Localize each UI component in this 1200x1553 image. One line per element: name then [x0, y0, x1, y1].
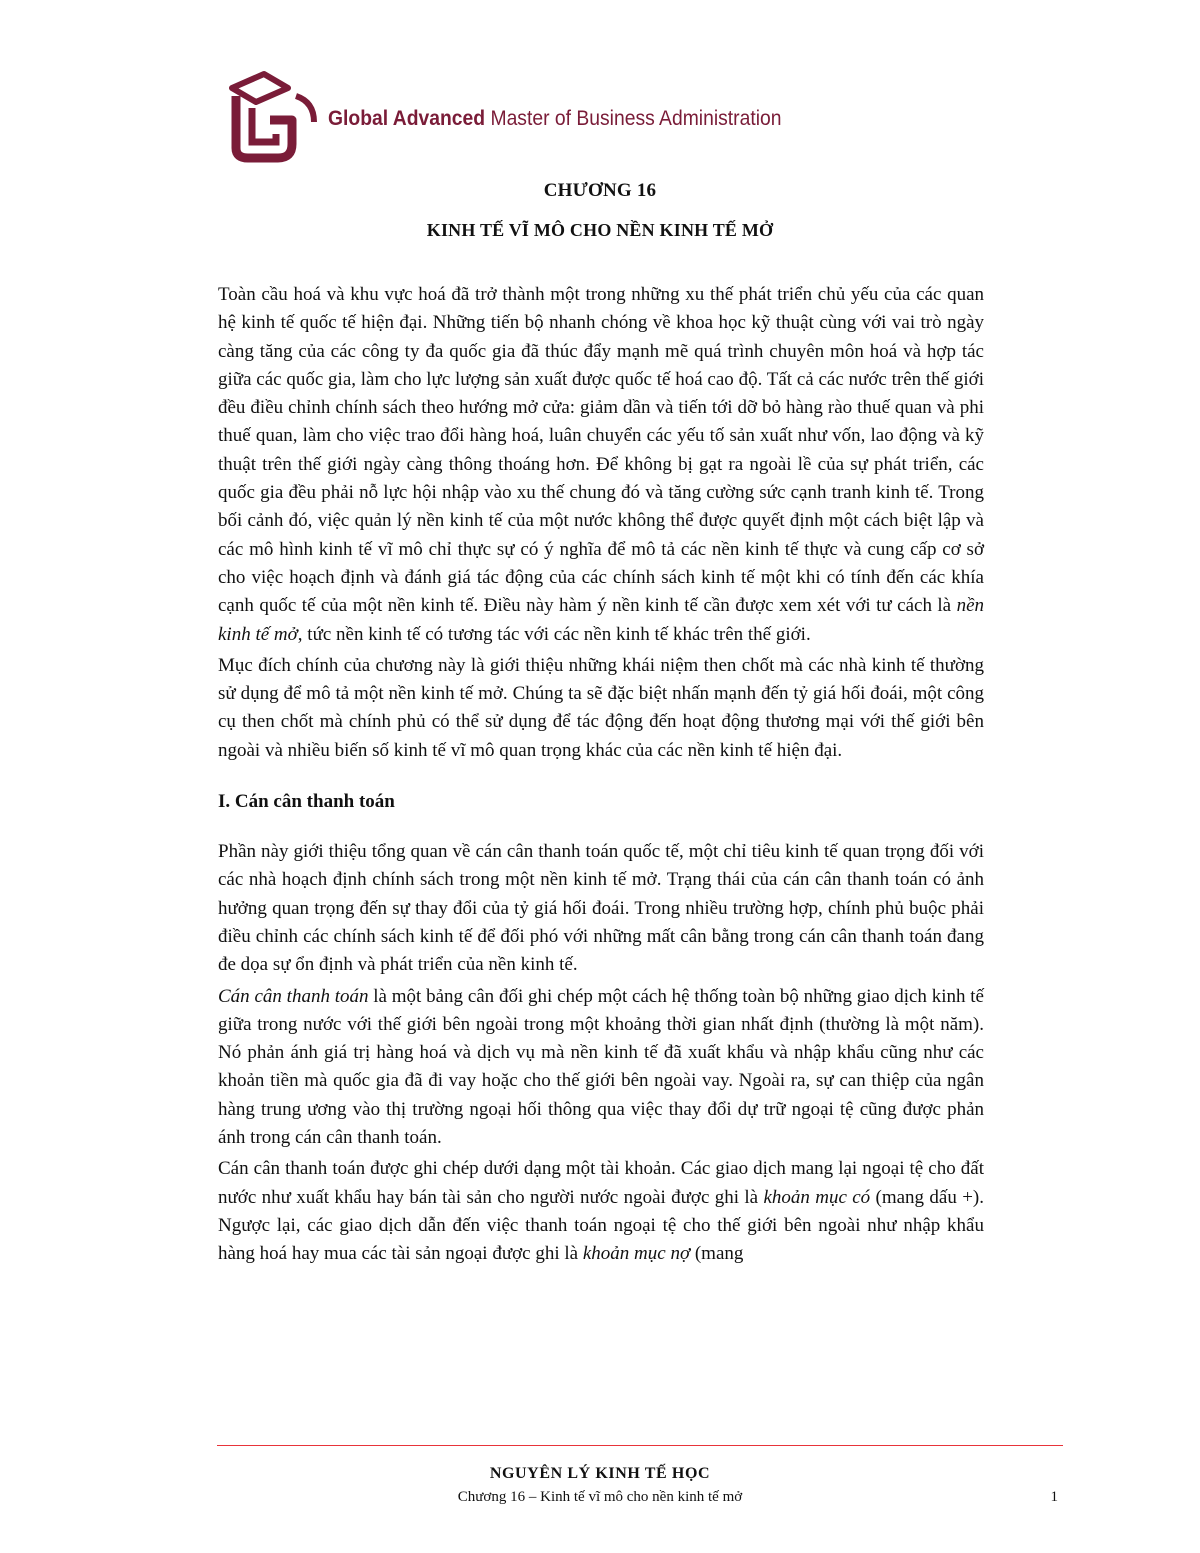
section-p2-text: là một bảng cân đối ghi chép một cách hệ thống toàn bộ những giao dịch kinh tế giữa trong nước với thế giới bên ngoài trong một khoảng thời gian nhất định (thường là một năm). Nó phản ánh giá trị hàng hoá và dịch vụ mà nền kinh tế đã xuất khẩu và nhập khẩu cũng như các khoản tiền mà quốc gia đã đi vay hoặc cho thế giới bên ngoài vay. Ngoài ra, sự can thiệp của ngân hàng trung ương vào thị trường ngoại hối thông qua việc thay đổi dự trữ ngoại tệ cũng được phản ánh trong cán cân thanh toán.	[218, 985, 984, 1149]
intro-paragraph-1	[218, 281, 984, 649]
logo-brand-rest: Master of Business Administration	[485, 107, 782, 130]
footer-divider	[217, 1445, 1063, 1446]
section-p3-emphasis-2: khoản mục nợ	[582, 1243, 691, 1265]
footer-title: NGUYÊN LÝ KINH TẾ HỌC	[489, 1465, 711, 1482]
intro-p1-emphasis: nền kinh tế mở	[218, 595, 984, 645]
footer-subtitle: Chương 16 – Kinh tế vĩ mô cho nền kinh tế mở	[457, 1489, 743, 1505]
page-number: 1	[1050, 1489, 1058, 1505]
logo-wordmark	[328, 101, 781, 131]
chapter-title: KINH TẾ VĨ MÔ CHO NỀN KINH TẾ MỞ	[426, 220, 774, 240]
section-p2-emphasis: Cán cân thanh toán	[218, 985, 369, 1007]
section-p3-emphasis-1: khoản mục có	[763, 1186, 871, 1208]
section-paragraph-1: Phần này giới thiệu tổng quan về cán cân thanh toán quốc tế, một chỉ tiêu kinh tế quan trọng đối với các nhà hoạch định chính sách trong một nền kinh tế mở. Trạng thái của cán cân thanh toán có ảnh hưởng quan trọng đến sự thay đổi của tỷ giá hối đoái. Trong nhiều trường hợp, chính phủ buộc phải điều chỉnh các chính sách kinh tế để đối phó với những mất cân bằng trong cán cân thanh toán đang đe dọa sự ổn định và phát triển của nền kinh tế.	[218, 841, 984, 976]
intro-p1-text-a: Toàn cầu hoá và khu vực hoá đã trở thành một trong những xu thế phát triển chủ yếu của các quan hệ kinh tế quốc tế hiện đại. Những tiến bộ nhanh chóng về khoa học kỹ thuật cùng với vai trò ngày càng tăng của các công ty đa quốc gia đã thúc đẩy mạnh mẽ quá trình chuyên môn hoá và hợp tác giữa các quốc gia, làm cho lực lượng sản xuất được quốc tế hoá cao độ. Tất cả các nước trên thế giới đều điều chỉnh chính sách theo hướng mở cửa: giảm dần và tiến tới dỡ bỏ hàng rào thuế quan và phi thuế quan, làm cho việc trao đổi hàng hoá, luân chuyển các yếu tố sản xuất như vốn, lao động và kỹ thuật trên thế giới ngày càng thông thoáng hơn. Để không bị gạt ra ngoài lề của sự phát triển, các quốc gia đều phải nỗ lực hội nhập vào xu thế chung đó và tăng cường sức cạnh tranh kinh tế. Trong bối cảnh đó, việc quản lý nền kinh tế của một nước không thể được quyết định một cách biệt lập và các mô hình kinh tế vĩ mô chỉ thực sự có ý nghĩa để mô tả các nền kinh tế thực và cung cấp cơ sở cho việc hoạch định và đánh giá tác động của các chính sách kinh tế một khi có tính đến các khía cạnh quốc tế của một nền kinh tế. Điều này hàm ý nền kinh tế cần được xem xét với tư cách là	[218, 284, 984, 617]
logo	[226, 66, 786, 166]
section-p3-text-c: (mang	[690, 1243, 744, 1265]
intro-p1-text-b: , tức nền kinh tế có tương tác với các nền kinh tế khác trên thế giới.	[297, 623, 811, 645]
intro-paragraph-2: Mục đích chính của chương này là giới thiệu những khái niệm then chốt mà các nhà kinh tế thường sử dụng để mô tả một nền kinh tế mở. Chúng ta sẽ đặc biệt nhấn mạnh đến tỷ giá hối đoái, một công cụ then chốt mà chính phủ có thể sử dụng để tác động đến hoạt động thương mại với thế giới bên ngoài và nhiều biến số kinh tế vĩ mô quan trọng khác của các nền kinh tế hiện đại.	[218, 654, 984, 761]
section-p3-text-b: (mang dấu +). Ngược lại, các giao dịch dẫn đến việc thanh toán ngoại tệ cho thế giới bên ngoài như nhập khẩu hàng hoá hay mua các tài sản ngoại được ghi là	[218, 1186, 984, 1265]
chapter-number: CHƯƠNG 16	[543, 180, 657, 201]
section-paragraph-3	[218, 1155, 984, 1268]
gamba-logo-icon	[226, 66, 326, 166]
document-body	[218, 281, 984, 1272]
section-p3-text-a: Cán cân thanh toán được ghi chép dưới dạng một tài khoản. Các giao dịch mang lại ngoại tệ cho đất nước như xuất khẩu hay bán tài sản cho người nước ngoài được ghi là	[218, 1158, 984, 1208]
section-paragraph-2	[218, 983, 984, 1153]
logo-brand-bold: Global Advanced	[328, 107, 486, 130]
section-heading: I. Cán cân thanh toán	[218, 791, 395, 813]
